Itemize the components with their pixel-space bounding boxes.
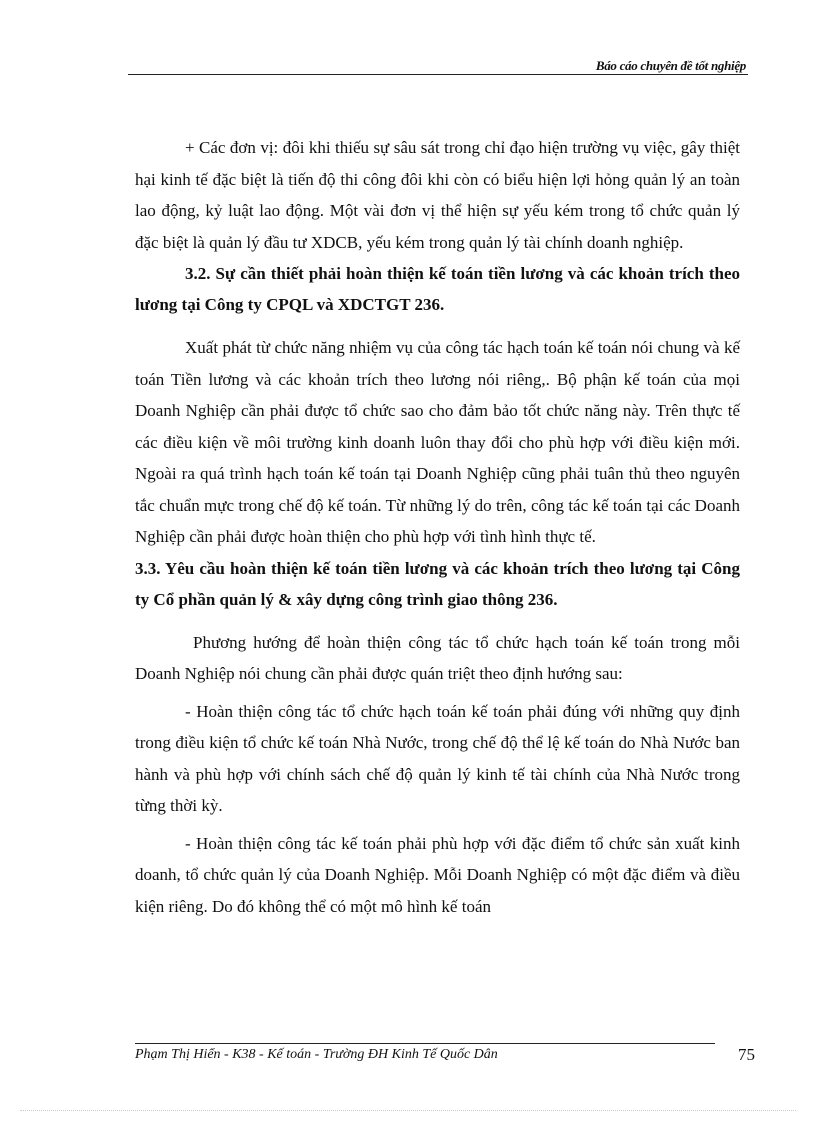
page-edge-divider	[20, 1110, 796, 1111]
header-rule	[128, 74, 748, 75]
page-body	[135, 132, 740, 922]
page-number: 75	[738, 1045, 755, 1064]
footer-rule	[135, 1043, 715, 1044]
header-title: Báo cáo chuyên đề tốt nghiệp	[595, 58, 746, 73]
paragraph-requirement-2: - Hoàn thiện công tác kế toán phải phù hợp với đặc điểm tổ chức sản xuất kinh doanh, tổ chức quản lý của Doanh Nghiệp. Mỗi Doanh Nghiệp có một đặc điểm và điều kiện riêng. Do đó không thể có một mô hình kế toán	[135, 833, 740, 916]
footer-author: Phạm Thị Hiển - K38 - Kế toán - Trường ĐH Kinh Tế Quốc Dân	[135, 1047, 498, 1062]
paragraph-requirement-1: - Hoàn thiện công tác tổ chức hạch toán kế toán phải đúng với những quy định trong điều kiện tổ chức kế toán Nhà Nước, trong chế độ thể lệ kế toán do Nhà Nước ban hành và phù hợp với chính sách chế độ quản lý kinh tế tài chính của Nhà Nước trong từng thời kỳ.	[135, 701, 740, 815]
heading-3-3: 3.3. Yêu cầu hoàn thiện kế toán tiền lương và các khoản trích theo lương tại Công ty Cổ phần quản lý & xây dựng công trình giao thông 236.	[135, 558, 740, 609]
paragraph-necessity: Xuất phát từ chức năng nhiệm vụ của công tác hạch toán kế toán nói chung và kế toán Tiền lương và các khoản trích theo lương nói riêng,. Bộ phận kế toán của mọi Doanh Nghiệp cần phải được tổ chức sao cho đảm bảo tốt chức năng này. Trên thực tế các điều kiện về môi trường kinh doanh luôn thay đổi cho phù hợp với điều kiện mới. Ngoài ra quá trình hạch toán kế toán tại Doanh Nghiệp cũng phải tuân thủ theo nguyên tắc chuẩn mực trong chế độ kế toán. Từ những lý do trên, công tác kế toán tại các Doanh Nghiệp cần phải được hoàn thiện cho phù hợp với tình hình thực tế.	[135, 338, 740, 546]
heading-3-2: 3.2. Sự cần thiết phải hoàn thiện kế toán tiền lương và các khoản trích theo lương tại Công ty CPQL và XDCTGT 236.	[135, 264, 740, 314]
paragraph-units: + Các đơn vị: đôi khi thiếu sự sâu sát trong chỉ đạo hiện trường vụ việc, gây thiệt hại kinh tế đặc biệt là tiến độ thi công đôi khi còn có biểu hiện lợi hỏng quản lý an toàn lao động, kỷ luật lao động. Một vài đơn vị thể hiện sự yếu kém trong tổ chức quản lý đặc biệt là quản lý đầu tư XDCB, yếu kém trong quản lý tài chính doanh nghiệp.	[135, 138, 740, 252]
paragraph-direction: Phương hướng để hoàn thiện công tác tổ chức hạch toán kế toán trong mỗi Doanh Nghiệp nói chung cần phải được quán triệt theo định hướng sau:	[135, 632, 740, 683]
